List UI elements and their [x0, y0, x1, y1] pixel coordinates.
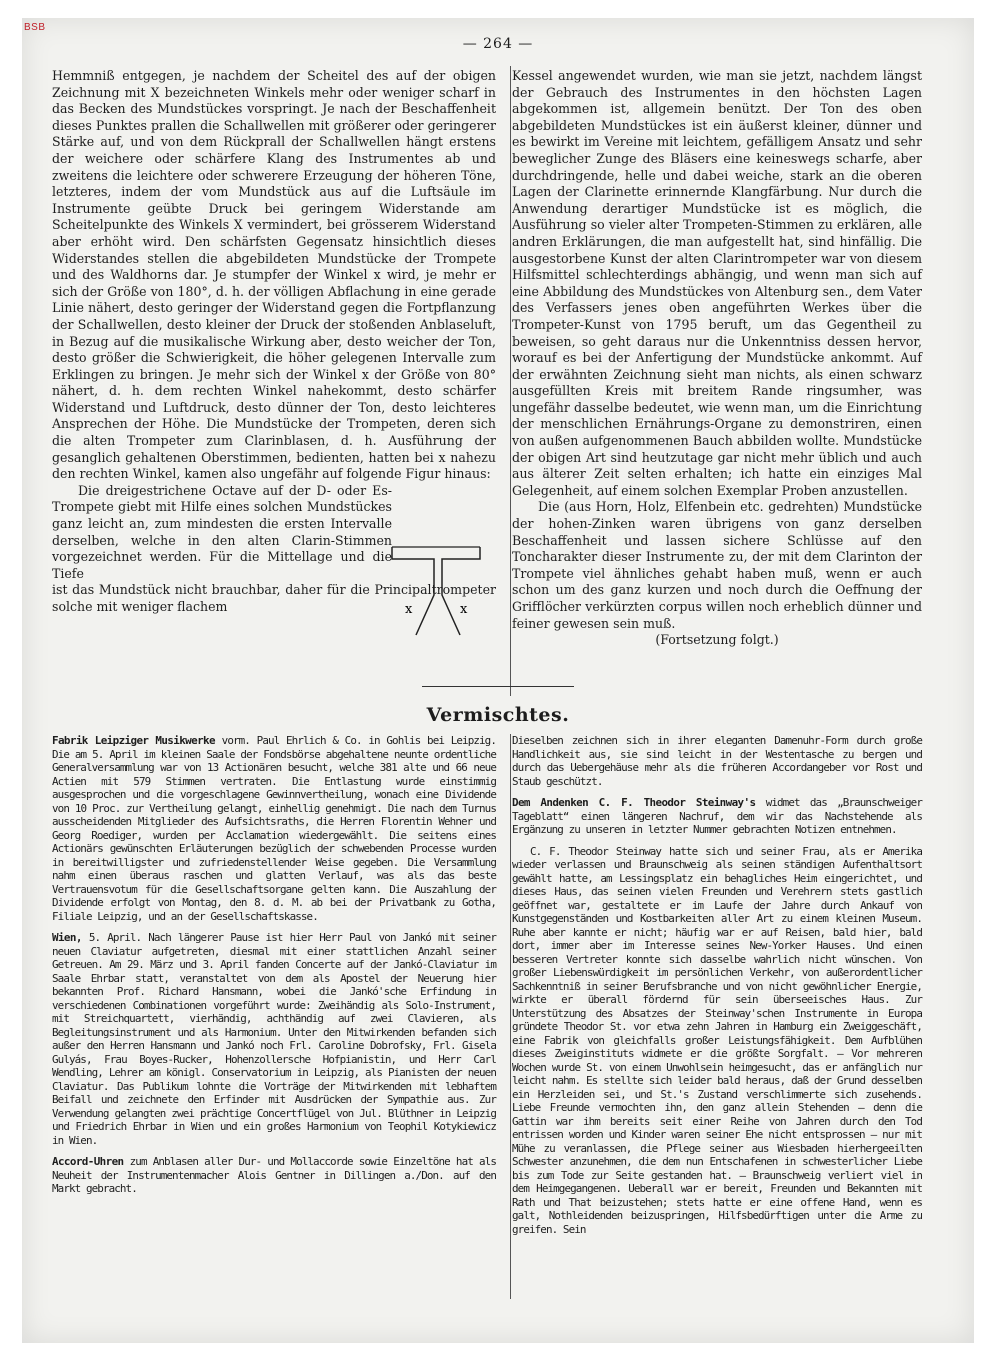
news-item-text: widmet das „Braunschweiger Tageblatt“ einen längeren Nachruf, dem wir das Nachstehende als Ergänzung zu unseren in letzter Nummer gebrachten Notizen entnehmen. [512, 796, 922, 836]
news-item-text: zum Anblasen aller Dur- und Mollaccorde sowie Einzeltöne hat als Neuheit der Instrumentenmacher Alois Gentner in Dillingen a./Don. auf den Markt gebracht. [52, 1155, 496, 1195]
news-item-text: 5. April. Nach längerer Pause ist hier Herr Paul von Jankó mit seiner neuen Claviatur aufgetreten, diesmal mit einer stattlichen Anzahl seiner Getreuen. Am 29. März und 3. April fanden Concerte auf der Jankó-Claviatur im Saale Ehrbar statt, veranstaltet von dem als Apostel der Neuerung hier bekannten Prof. Richard Hansmann, wobei die Jankó'sche Erfindung in verschiedenen Combinationen vorgeführt wurde: Zweihändig als Solo-Instrument, mit Streichquartett, vierhändig, achthändig auf zwei Clavieren, als Begleitungsinstrument und als Harmonium. Unter den Mitwirkenden befanden sich außer den Herren Hansmann und Jankó noch Frl. Caroline Dobrofsky, Frl. Gisela Gulyás, Frau Boyes-Rucker, Hohenzollersche Hofpianistin, und Herr Carl Wendling, Lehrer am königl. Conservatorium in Leipzig, als Pianisten der neuen Claviatur. Das Publikum lohnte die Vorträge der Mitwirkenden mit lebhaftem Beifall und zeichnete den Erfinder mit Ausdrücken der Sympathie aus. Zur Verwendung gelangten zwei prächtige Concertflügel von Jul. Blüthner in Leipzig und Friedrich Ehrbar in Wien und ein großes Harmonium von Teophil Kotykiewicz in Wien. [52, 931, 496, 1147]
column-divider [510, 734, 511, 1299]
news-item-lead: Accord-Uhren [52, 1155, 124, 1168]
news-item-text: vorm. Paul Ehrlich & Co. in Gohlis bei Leipzig. Die am 5. April im kleinen Saale der Fondsbörse abgehaltene neunte ordentliche Generalversammlung war von 13 Actionären besucht, welche 381 alte und 66 neue Actien mit 579 Stimmen vertraten. Die Entlastung wurde einstimmig ausgesprochen und die vorgeschlagene Gewinnvertheilung, wonach eine Dividende von 10 Proc. zur Vertheilung gelangt, einhellig genehmigt. Die nach dem Turnus ausscheidenden Mitglieder des Aufsichtsraths, die Herren Florentin Wehner und Georg Roediger, wurden per Acclamation wiedergewählt. Die seitens eines Actionärs gewünschten Erläuterungen bezüglich der schwebenden Processe wurden in bereitwilligster und zufriedenstellender Weise gegeben. Die Versammlung nahm einen überaus raschen und glatten Verlauf, was als das beste Vertrauensvotum für die Gesellschaftsorgane gelten kann. Die Auszahlung der Dividende erfolgt von Montag, den 8. d. M. ab bei der Privatbank zu Gotha, Filiale Leipzig, und an der Gesellschaftskasse. [52, 734, 496, 923]
library-mark: BSB [24, 22, 46, 33]
article-column-right [512, 68, 922, 649]
news-item-continuation: Dieselben zeichnen sich in ihrer eleganten Damenuhr-Form durch große Handlichkeit aus, sie sind leicht in der Westentasche zu bergen und durch das Uebergehäuse mehr als die früheren Accordangeber vor Rost und Staub geschützt. [512, 734, 922, 788]
vermischtes-column-left [52, 734, 496, 1204]
article-paragraph: Kessel angewendet wurden, wie man sie jetzt, nachdem längst der Gebrauch des Instrumentes in den höchsten Lagen abgekommen ist, allgemein benützt. Der Ton des oben abgebildeten Mundstückes ist ein äußerst kleiner, dünner und es bewirkt im Vereine mit leichtem, gefälligem Ansatz und sehr beweglicher Zunge des Bläsers eine keineswegs scharfe, aber durchdringende, helle und dabei weiche, stark an die oberen Lagen der Clarinette erinnernde Klangfärbung. Nur durch die Anwendung derartiger Mundstücke ist es möglich, die Ausführung so vieler alter Trompeten-Stimmen zu erklären, alle andren Erklärungen, die man aufgestellt hat, sind hinfällig. Die ausgestorbene Kunst der alten Clarintrompeter war von diesem Hilfsmittel schlechterdings abhängig, und wenn man sich auf eine Abbildung des Mundstückes von Altenburg sen., dem Vater des Verfassers jenes oben angeführten Werkes über die Trompeter-Kunst von 1795 beruft, um das Gegentheil zu beweisen, so geht daraus nur die Unkenntniss dessen hervor, worauf es bei der Anfertigung der Mundstücke ankommt. Auf der erwähnten Zeichnung sieht man nichts, als einen schwarz ausgefüllten Kreis mit breitem Rande ringsumher, was ungefähr dasselbe bedeutet, wie wenn man, um die Einrichtung der menschlichen Ernährungs-Organe zu demonstriren, einen von außen aufgenommenen Bauch abbilden wollte. Mundstücke der obigen Art sind heutzutage gar nicht mehr üblich und auch aus älterer Zeit selten erhalten; ich hatte ein einziges Mal Gelegenheit, auf einem solchen Exemplar Proben anzustellen. [512, 68, 922, 498]
article-paragraph: ist das Mundstück nicht brauchbar, daher für die Principaltrompeter solche mit weniger flachem [52, 582, 496, 614]
news-item-lead: Dem Andenken C. F. Theodor Steinway's [512, 796, 756, 809]
article-paragraph: Die dreigestrichene Octave auf der D- oder Es-Trompete giebt mit Hilfe eines solchen Mundstückes ganz leicht an, zum mindesten die ersten Intervalle derselben, welche in den alten Clarin-Stimmen vorgezeichnet werden. Für die Mittellage und die Tiefe [52, 482, 392, 581]
article-column-left [52, 68, 496, 616]
news-item [52, 734, 496, 923]
page-number: — 264 — [462, 36, 534, 52]
section-rule [422, 686, 574, 687]
vermischtes-column-right [512, 734, 922, 1244]
article-paragraph: Hemmniß entgegen, je nachdem der Scheitel des auf der obigen Zeichnung mit X bezeichneten Winkels mehr oder weniger scharf in das Becken des Mundstückes vorspringt. Je nach der Beschaffenheit dieses Punktes prallen die Schallwellen mit größerer oder geringerer Stärke auf, und von dem Rückprall der Schallwellen hängt erstens der weichere oder schärfere Klang des Instrumentes ab und zweitens die leichtere oder schwerere Erzeugung der höheren Töne, letzteres, indem der vom Mundstück aus auf die Luftsäule im Instrumente geübte Druck bei geringem Widerstande am Scheitelpunkte des Winkels X vermindert, bei grösserem Widerstand aber erhöht wird. Den schärfsten Gegensatz hinsichtlich dieses Widerstandes stellen die abgebildeten Mundstücke der Trompete und des Waldhorns dar. Je stumpfer der Winkel x wird, je mehr er sich der Größe von 180°, d. h. der völligen Abflachung in eine gerade Linie nähert, desto geringer der Widerstand gegen die Fortpflanzung der Schallwellen, desto kleiner der Druck der stoßenden Anblaseluft, in Bezug auf die musikalische Wirkung aber, desto weicher der Ton, desto größer die Schwierigkeit, die höher gelegenen Intervalle zum Erklingen zu bringen. Je mehr sich der Winkel x der Größe von 80° nähert, d. h. dem rechten Winkel nahekommt, desto schärfer Widerstand und Luftdruck, desto dünner der Ton, desto leichteres Ansprechen der Höhe. Die Mundstücke der Trompeten, deren sich die alten Trompeter zum Clarinblasen, d. h. Ausführung der gesanglich gehaltenen Oberstimmen, bedienten, hatten bei x nahezu den rechten Winkel, kamen also ungefähr auf folgende Figur hinaus: [52, 68, 496, 482]
news-item [512, 796, 922, 837]
article-paragraph: Die (aus Horn, Holz, Elfenbein etc. gedrehten) Mundstücke der hohen-Zinken waren übrigens von ganz derselben Beschaffenheit und lassen sichere Schlüsse auf den Toncharakter dieser Instrumente zu, der mit dem Clarinton der Trompete viel ähnliches gehabt haben muß, wenn er auch schon um des ganz kurzen und noch durch die Oeffnung der Grifflöcher verkürzten corpus willen noch erheblich dünner und feiner gewesen sein muß. [512, 499, 922, 631]
continuation-note: (Fortsetzung folgt.) [655, 632, 779, 648]
figure-label-right: x [460, 602, 468, 617]
news-item [52, 931, 496, 1147]
column-divider [510, 66, 511, 696]
scanned-page [22, 18, 974, 1343]
news-item [52, 1155, 496, 1196]
news-item-lead: Wien, [52, 931, 82, 944]
news-item-body: C. F. Theodor Steinway hatte sich und seiner Frau, als er Amerika wieder verlassen und Braunschweig als seinen ständigen Aufenthaltsort gewählt hatte, am Lessingsplatz ein behagliches Heim eingerichtet, und dieses Haus, das seinen vielen Freunden und Verehrern stets gastlich geöffnet war, gestaltete er im Laufe der Jahre durch Ankauf von Kunstgegenständen und Kostbarkeiten aller Art zu einem kleinen Museum. Ruhe aber kannte er nicht; häufig war er auf Reisen, bald hier, bald dort, immer aber im Interesse seines New-Yorker Hauses. Und einen besseren Vertreter konnte sich dasselbe wahrlich nicht wünschen. Von großer Liebenswürdigkeit im persönlichen Verkehr, von außerordentlicher Sachkenntniß in seiner Berufsbranche und von nicht gewöhnlicher Energie, wirkte er überall fördernd für sein überseeisches Haus. Zur Unterstützung des Absatzes der Steinway'schen Instrumente in Europa gründete Theodor St. vor etwa zehn Jahren in Hamburg ein Zweiggeschäft, eine Fabrik von gleichfalls großer Leistungsfähigkeit. Dem Aufblühen dieses Zweiginstituts widmete er die größte Sorgfalt. — Vor mehreren Wochen wurde St. von einem Unwohlsein heimgesucht, das er anfänglich nur leicht nahm. Es stellte sich leider bald heraus, daß der Grund desselben ein Herzleiden sei, und St.'s Zustand verschlimmerte sich zusehends. Liebe Freunde vermochten ihn, den ganz allein Stehenden — denn die Gattin war ihm bereits seit einer Reihe von Jahren durch den Tod entrissen worden und Kinder waren seiner Ehe nicht entsprossen — nur mit Mühe zu veranlassen, die Pflege seiner aus Wiesbaden hierhergeeilten Schwester anzunehmen, die dem nun Entschafenen in schwesterlicher Liebe bis zum Tode zur Seite gestanden hat. — Braunschweig verliert viel in dem Heimgegangenen. Ueberall war er bereit, Freunden und Bekannten mit Rath und That beizustehen; stets hatte er eine offene Hand, wenn es galt, Nothleidenden beizuspringen, Hilfsbedürftigen unter die Arme zu greifen. Sein [512, 844, 922, 1236]
section-title: Vermischtes. [426, 704, 570, 726]
mouthpiece-figure [388, 543, 484, 638]
news-item-lead: Fabrik Leipziger Musikwerke [52, 734, 215, 747]
figure-label-left: x [405, 602, 413, 617]
